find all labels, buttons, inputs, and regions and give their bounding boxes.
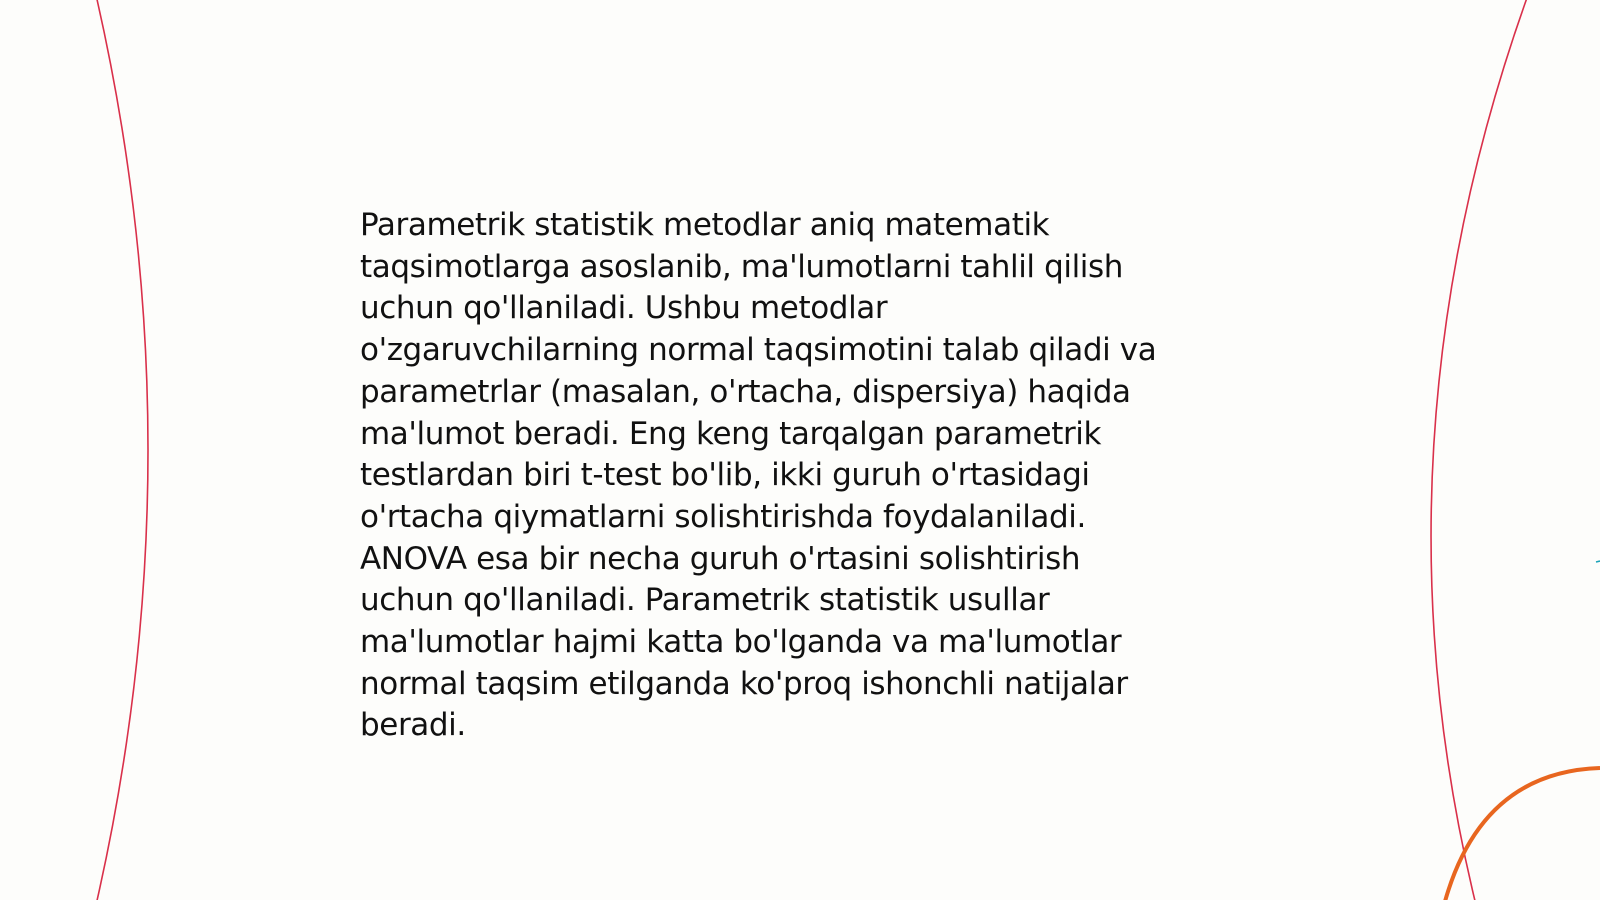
orange-arc [1444,768,1600,900]
left-curve-line [96,0,148,900]
teal-mark [1596,561,1600,562]
right-curve-line [1431,0,1528,900]
body-paragraph: Parametrik statistik metodlar aniq matematik taqsimotlarga asoslanib, ma'lumotlarni tahlil qilish uchun qo'llaniladi. Ushbu metodlar o'zgaruvchilarning normal taqsimotini talab qiladi va parametrlar (masalan, o'rtacha, dispersiya) haqida ma'lumot beradi. Eng keng tarqalgan parametrik testlardan biri t-test bo'lib, ikki guruh o'rtasidagi o'rtacha qiymatlarni solishtirishda foydalaniladi. ANOVA esa bir necha guruh o'rtasini solishtirish uchun qo'llaniladi. Parametrik statistik usullar ma'lumotlar hajmi katta bo'lganda va ma'lumotlar normal taqsim etilganda ko'proq ishonchli natijalar beradi. [360,207,1157,744]
